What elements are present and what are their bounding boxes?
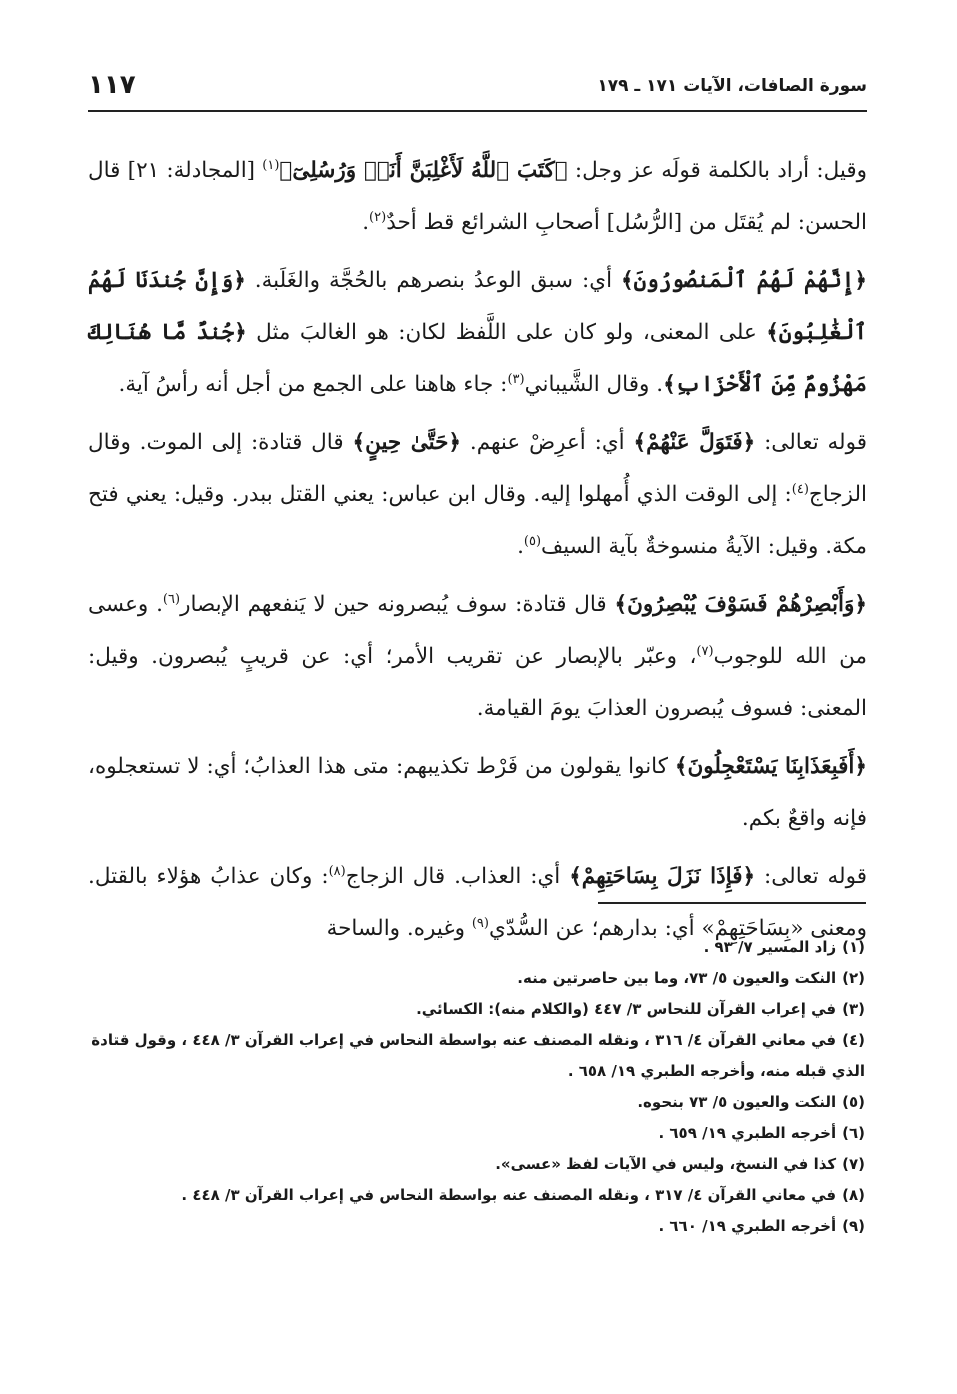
- footnote-number: (٩): [842, 1217, 865, 1235]
- text-span: .: [517, 534, 524, 559]
- text-span: قال قتادة: إلى الموت. وقال الزجاج: [88, 430, 867, 507]
- footnote-text: في إعراب القرآن للنحاس ٣/ ٤٤٧ (والكلام منه): الكسائي.: [416, 1000, 837, 1018]
- footnote-divider: [598, 902, 866, 904]
- footnote-ref: (٨): [328, 863, 346, 879]
- footnote-ref: (٤): [791, 481, 809, 497]
- text-span: قال قتادة: سوف يُبصرونه حين لا يَنفعهم الإبصار: [180, 592, 615, 617]
- text-span: : إلى الوقت الذي أُمهلوا إليه. وقال ابن عباس: يعني القتل ببدر. وقيل: يعني فتح مكة. وقيل: الآيةُ منسوخةٌ بآية السيف: [88, 482, 867, 559]
- paragraph-3: [88, 417, 867, 573]
- page-header: [88, 66, 867, 112]
- footnote-number: (٣): [842, 1000, 865, 1018]
- quran-verse: ﴿جُندٌ مَّا هُنَالِكَ مَهْزُومٌ مِّنَ ٱلْأَحْزَابِ﴾: [88, 320, 867, 397]
- quran-verse: ﴿فَتَوَلَّ عَنْهُمْ﴾: [633, 430, 756, 455]
- text-span: .: [362, 210, 370, 235]
- footnote-number: (١): [842, 938, 865, 956]
- text-span: أي: العذاب. قال الزجاج: [345, 864, 570, 889]
- footnote-item: [88, 1149, 865, 1180]
- text-span: . وعسى من الله للوجوب: [88, 592, 867, 669]
- text-span: وقيل: أراد بالكلمة قولَه عز وجل:: [567, 158, 867, 183]
- footnote-ref: (٩): [471, 915, 489, 931]
- text-span: . وقال الشَّيباني: [524, 372, 664, 397]
- paragraph-2: [88, 255, 867, 411]
- running-title: سورة الصافات، الآيات ١٧١ ـ ١٧٩: [597, 76, 867, 96]
- text-span: أي: سبق الوعدُ بنصرهم بالحُجَّة والغَلَبة.: [245, 268, 622, 293]
- text-span: : وكان عذابُ هؤلاء بالقتل. ومعنى «بِسَاحَتِهِمْ» أي: بدارهم؛ عن السُّدّي: [88, 864, 867, 941]
- footnote-ref: (١): [262, 157, 280, 173]
- footnote-text: أخرجه الطبري ١٩/ ٦٦٠ .: [658, 1217, 837, 1235]
- text-span: أي: أعرِضْ عنهم.: [461, 430, 634, 455]
- footnote-item: [88, 1180, 865, 1211]
- footnote-number: (٤): [842, 1031, 865, 1049]
- page-number: ١١٧: [88, 70, 136, 100]
- text-span: وغيره. والساحة: [326, 916, 472, 941]
- text-span: قوله تعالى:: [755, 864, 867, 889]
- quran-verse: ﴿إِنَّهُمْ لَهُمُ ٱلْمَنصُورُونَ﴾: [621, 268, 867, 293]
- footnote-text: في معاني القرآن ٤/ ٣١٧ ، ونقله المصنف عنه بواسطة النحاس في إعراب القرآن ٣/ ٤٤٨ .: [181, 1186, 837, 1204]
- quran-verse: ﴿كَتَبَ ٱللَّهُ لَأَغْلِبَنَّ أَنَا۠ وَرُسُلِىٓ﴾: [279, 158, 568, 183]
- quran-verse: ﴿وَإِنَّ جُندَنَا لَهُمُ ٱلْغَٰلِبُونَ﴾: [88, 268, 867, 345]
- paragraph-4: [88, 579, 867, 735]
- footnote-number: (٢): [842, 969, 865, 987]
- footnote-item: [88, 994, 865, 1025]
- footnote-item: [88, 963, 865, 994]
- footnote-text: النكت والعيون ٥/ ٧٣، وما بين حاصرتين منه.: [517, 969, 837, 987]
- footnote-ref: (٢): [369, 209, 387, 225]
- quran-verse: ﴿وَأَبْصِرْهُمْ فَسَوْفَ يُبْصِرُونَ﴾: [614, 592, 867, 617]
- paragraph-5: [88, 741, 867, 845]
- footnote-text: في معاني القرآن ٤/ ٣١٦ ، ونقله المصنف عنه بواسطة النحاس في إعراب القرآن ٣/ ٤٤٨ ، وقول قتادة الذي قبله منه، وأخرجه الطبري ١٩/ ٦٥٨ .: [91, 1031, 865, 1080]
- quran-verse: ﴿حَتَّىٰ حِينٍ﴾: [352, 430, 462, 455]
- quran-verse: ﴿أَفَبِعَذَابِنَا يَسْتَعْجِلُونَ﴾: [674, 754, 867, 779]
- footnote-number: (٨): [842, 1186, 865, 1204]
- footnote-text: زاد المسير ٧/ ٩٣ .: [703, 938, 837, 956]
- text-span: [المجادلة: ٢١] قال الحسن: لم يُقتَل من [الرُّسُل] أصحابِ الشرائع قط أحدٌ: [88, 158, 867, 235]
- text-span: ، وعبّر بالإبصار عن تقريب الأمر؛ أي: عن قريبٍ يُبصرون. وقيل: المعنى: فسوف يُبصرون العذابَ يومَ القيامة.: [88, 644, 867, 721]
- footnote-item: [88, 1211, 865, 1242]
- footnote-item: [88, 1025, 865, 1087]
- footnote-ref: (٦): [162, 591, 181, 607]
- footnote-item: [88, 932, 865, 963]
- text-span: كانوا يقولون من فَرْط تكذيبهم: متى هذا العذابُ؛ أي: لا تستعجلوه، فإنه واقعٌ بكم.: [88, 754, 867, 831]
- text-span: : جاء هاهنا على الجمع من أجل أنه رأسُ آية.: [118, 372, 508, 397]
- footnote-item: [88, 1118, 865, 1149]
- footnote-ref: (٣): [507, 371, 525, 387]
- footnote-ref: (٧): [696, 643, 714, 659]
- paragraph-1: [88, 145, 867, 249]
- quran-verse: ﴿فَإِذَا نَزَلَ بِسَاحَتِهِمْ﴾: [569, 864, 756, 889]
- footnote-text: كذا في النسخ، وليس في الآيات لفظ «عسى».: [495, 1155, 837, 1173]
- text-span: على المعنى، ولو كان على اللَّفظ لكان: هو الغالبَ مثل: [246, 320, 767, 345]
- footnote-ref: (٥): [523, 533, 542, 549]
- footnote-number: (٧): [842, 1155, 865, 1173]
- footnote-item: [88, 1087, 865, 1118]
- text-span: قوله تعالى:: [755, 430, 867, 455]
- footnote-text: أخرجه الطبري ١٩/ ٦٥٩ .: [658, 1124, 837, 1142]
- main-text: [88, 145, 867, 961]
- footnote-number: (٥): [842, 1093, 865, 1111]
- footnotes-section: [88, 932, 865, 1242]
- footnote-number: (٦): [842, 1124, 865, 1142]
- footnote-text: النكت والعيون ٥/ ٧٣ بنحوه.: [637, 1093, 837, 1111]
